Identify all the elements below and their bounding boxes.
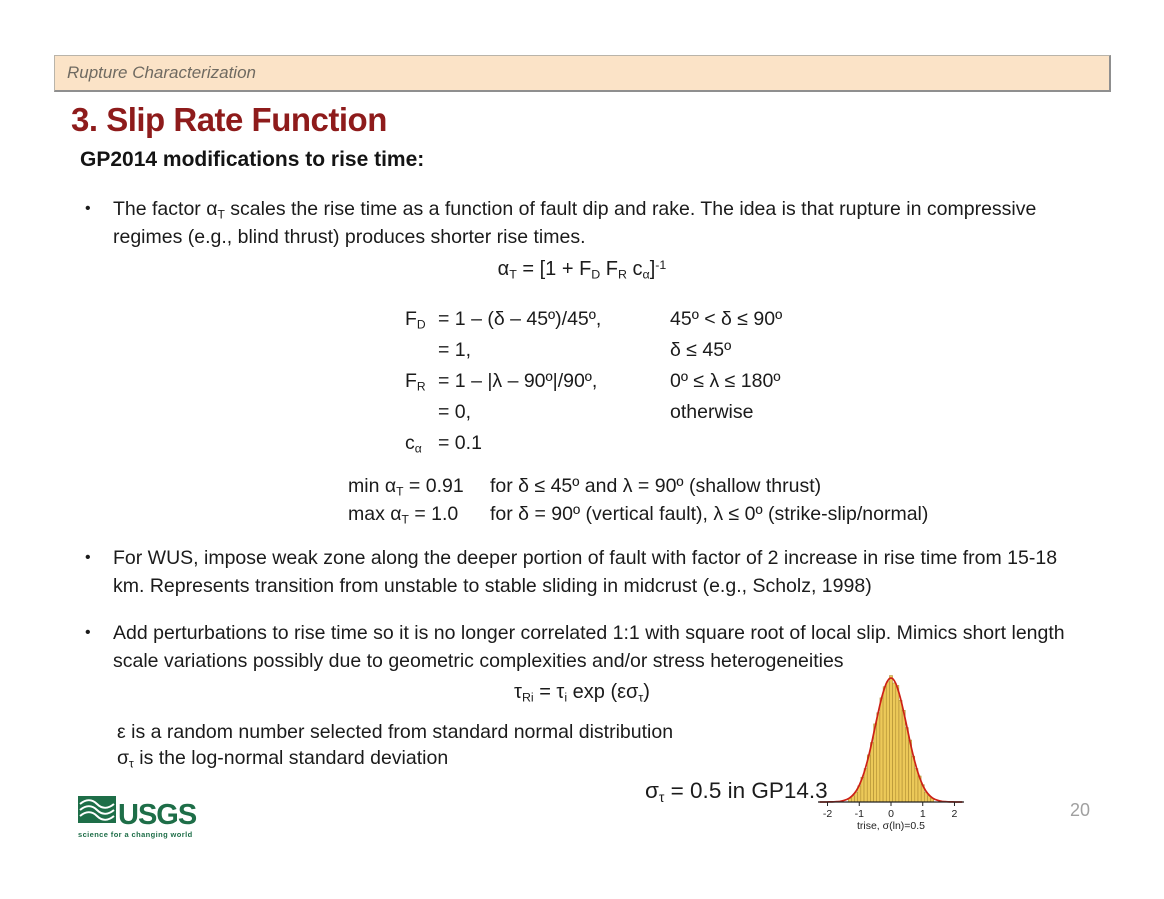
limit-condition: for δ = 90º (vertical fault), λ ≤ 0º (strike-slip/normal) — [490, 502, 929, 525]
eq-rhs: = 0.1 — [438, 432, 482, 454]
bullet-marker: • — [85, 624, 91, 641]
page-number: 20 — [1070, 800, 1091, 820]
usgs-logo-text: USGS — [118, 799, 197, 831]
eq-condition: otherwise — [670, 401, 754, 423]
usgs-tagline: science for a changing world — [78, 830, 193, 839]
equation-tau: $\tau_{Ri} = \tau_i$ $\exp (\varepsilon\sigma_\tau)$ — [514, 681, 650, 705]
rise-time-histogram — [815, 660, 967, 820]
equation-alpha-t: $\alpha_T = [1 + F_D$ $F_R$ $c_\alpha]^{-1}$ — [497, 257, 667, 282]
svg-text:1: 1 — [919, 808, 926, 820]
section-header-bar — [54, 55, 1111, 92]
limit-lhs: $\max \alpha_T = 1.0$ — [348, 502, 459, 526]
epsilon-note: ε is a random number selected from standard normal distribution — [117, 721, 674, 743]
usgs-wave-icon — [78, 796, 116, 828]
limit-condition: for δ ≤ 45º and λ = 90º (shallow thrust) — [490, 475, 822, 497]
eq-condition: 45º < δ ≤ 90º — [670, 308, 783, 330]
bullet-text: For WUS, impose weak zone along the deeper portion of fault with factor of 2 increase in rise time from 15-18 km. Represents transition from unstable to stable sliding in midcrust (e.g., Scholz, 1998) — [113, 547, 1058, 597]
slide-subtitle: GP2014 modifications to rise time: — [80, 148, 425, 171]
sigma-value-note: $\sigma_\tau = 0.5$ in GP14.3 — [645, 778, 828, 805]
eq-rhs: = 0, — [438, 401, 472, 423]
eq-lhs — [405, 397, 438, 428]
slide-title: 3. Slip Rate Function — [71, 101, 387, 138]
histogram-x-axis-label: trise, σ(ln)=0.5 — [856, 820, 926, 832]
equation-limits-block — [348, 473, 928, 528]
bullet-text: The factor $\alpha_T$ scales the rise time as a function of fault dip and rake. The idea is that rupture in compressive regimes (e.g., blind thrust) produces shorter rise times. — [113, 198, 1037, 248]
equation-case-block — [405, 304, 782, 459]
eq-lhs: $F_R$ — [405, 370, 426, 394]
bullet-marker: • — [85, 549, 91, 566]
eq-condition: δ ≤ 45º — [670, 339, 732, 361]
eq-lhs: $c_\alpha$ — [405, 432, 422, 456]
eq-condition — [670, 428, 782, 459]
bullet-item-weak-zone — [85, 544, 1070, 600]
rise-time-histogram-svg — [815, 660, 967, 820]
eq-condition: 0º ≤ λ ≤ 180º — [670, 370, 781, 392]
usgs-logo — [78, 796, 218, 839]
svg-text:-2: -2 — [822, 808, 833, 820]
bullet-text: Add perturbations to rise time so it is no longer correlated 1:1 with square root of local slip. Mimics short length scale variations possibly due to geometric complexities and/or stress heterogeneities — [113, 622, 1065, 672]
eq-rhs: = 1, — [438, 339, 472, 361]
eq-rhs: = 1 – |λ – 90º|/90º, — [438, 370, 598, 392]
eq-rhs: = 1 – (δ – 45º)/45º, — [438, 308, 602, 330]
eq-lhs: $F_D$ — [405, 308, 426, 332]
sigma-note: $\sigma_\tau$ is the log-normal standard deviation — [117, 747, 449, 771]
svg-text:0: 0 — [888, 808, 894, 820]
limit-lhs: $\min \alpha_T = 0.91$ — [348, 475, 464, 499]
svg-text:-1: -1 — [854, 808, 864, 820]
eq-lhs — [405, 335, 438, 366]
svg-text:2: 2 — [951, 808, 958, 820]
bullet-marker: • — [85, 200, 91, 217]
bullet-item-rise-time-factor — [85, 195, 1070, 251]
section-header-label: Rupture Characterization — [67, 63, 256, 82]
